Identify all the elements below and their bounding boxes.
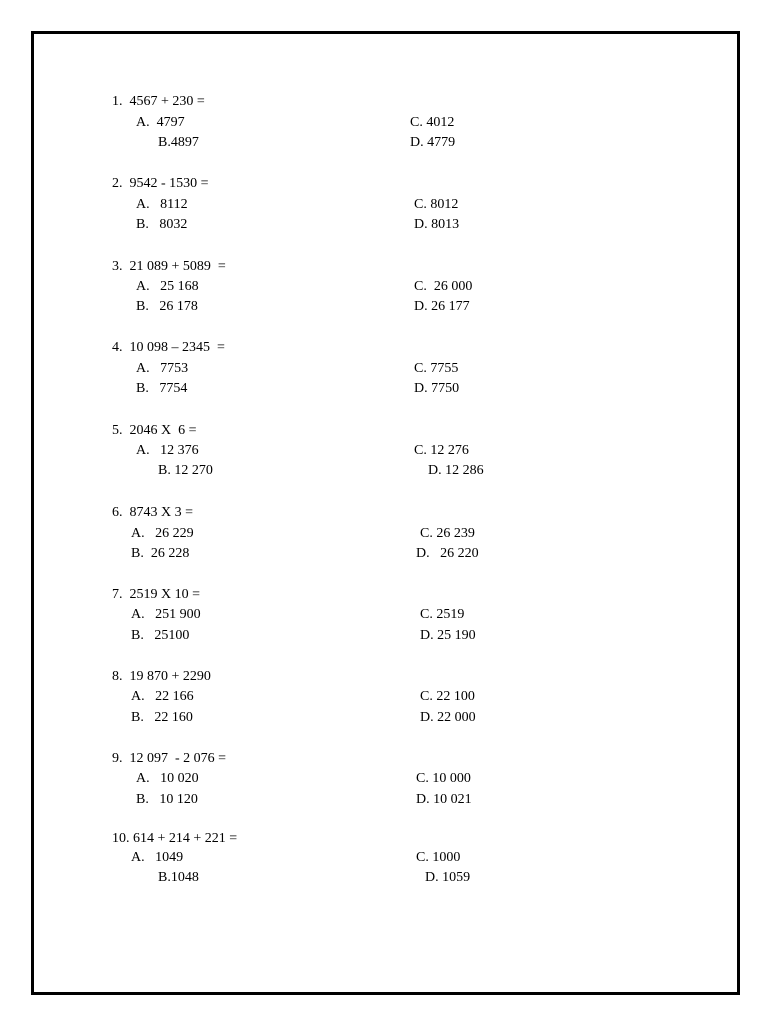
question-1-option-b: B.4897 [158,135,199,150]
question-10-stem: 10. 614 + 214 + 221 = [112,831,238,846]
question-9-option-a: A. 10 020 [136,771,199,786]
question-8-option-b: B. 22 160 [131,710,193,725]
question-8-option-c: C. 22 100 [420,689,475,704]
question-9-stem: 9. 12 097 - 2 076 = [112,751,227,766]
question-2-option-c: C. 8012 [414,197,459,212]
question-9-option-b: B. 10 120 [136,792,198,807]
question-2-option-d: D. 8013 [414,217,460,232]
question-2-stem: 2. 9542 - 1530 = [112,176,209,191]
question-5-option-d: D. 12 286 [428,463,484,478]
question-4-stem: 4. 10 098 – 2345 = [112,340,225,355]
question-6-option-a: A. 26 229 [131,526,194,541]
question-8-stem: 8. 19 870 + 2290 [112,669,211,684]
question-8-option-d: D. 22 000 [420,710,476,725]
question-3-stem: 3. 21 089 + 5089 = [112,259,226,274]
question-7-stem: 7. 2519 X 10 = [112,587,201,602]
question-2-option-a: A. 8112 [136,197,188,212]
question-6-stem: 6. 8743 X 3 = [112,505,194,520]
question-8-option-a: A. 22 166 [131,689,194,704]
question-7-option-d: D. 25 190 [420,628,476,643]
question-1-option-a: A. 4797 [136,115,185,130]
question-3-option-b: B. 26 178 [136,299,198,314]
question-1-stem: 1. 4567 + 230 = [112,94,205,109]
question-2-option-b: B. 8032 [136,217,188,232]
question-1-option-d: D. 4779 [410,135,456,150]
question-7-option-c: C. 2519 [420,607,465,622]
question-3-option-c: C. 26 000 [414,279,473,294]
question-3-option-a: A. 25 168 [136,279,199,294]
question-10-option-b: B.1048 [158,870,199,885]
question-4-option-c: C. 7755 [414,361,459,376]
question-6-option-c: C. 26 239 [420,526,475,541]
question-1-option-c: C. 4012 [410,115,455,130]
question-5-option-c: C. 12 276 [414,443,469,458]
question-6-option-b: B. 26 228 [131,546,190,561]
question-4-option-a: A. 7753 [136,361,189,376]
question-5-option-b: B. 12 270 [158,463,213,478]
question-6-option-d: D. 26 220 [416,546,479,561]
question-9-option-c: C. 10 000 [416,771,471,786]
question-10-option-a: A. 1049 [131,850,184,865]
question-4-option-b: B. 7754 [136,381,188,396]
question-3-option-d: D. 26 177 [414,299,470,314]
question-7-option-a: A. 251 900 [131,607,201,622]
question-9-option-d: D. 10 021 [416,792,472,807]
question-10-option-d: D. 1059 [425,870,471,885]
question-10-option-c: C. 1000 [416,850,461,865]
question-4-option-d: D. 7750 [414,381,460,396]
question-5-option-a: A. 12 376 [136,443,199,458]
question-5-stem: 5. 2046 X 6 = [112,423,197,438]
question-7-option-b: B. 25100 [131,628,190,643]
